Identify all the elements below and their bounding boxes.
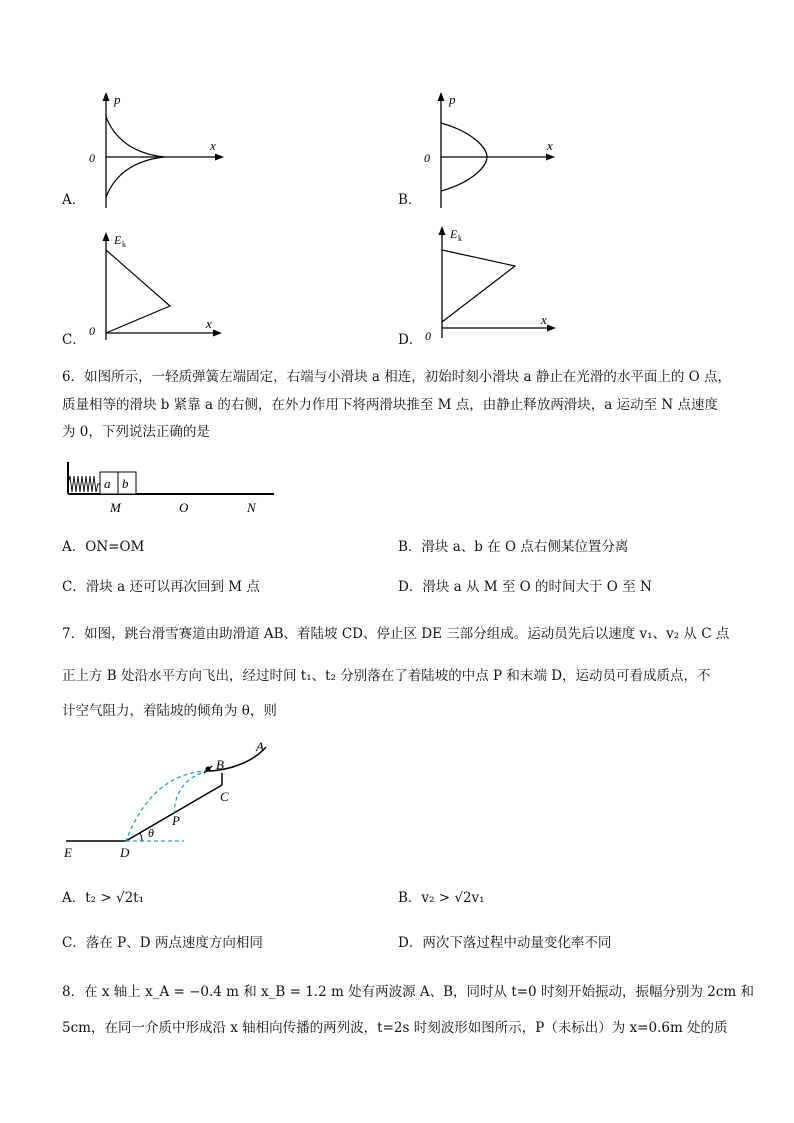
q7-option-b[interactable]: B．v₂ > √2v₁	[398, 890, 485, 906]
svg-text:0: 0	[424, 151, 430, 165]
label-theta: θ	[148, 826, 154, 840]
q6-option-b[interactable]: B．滑块 a、b 在 O 点右侧某位置分离	[398, 539, 629, 555]
q6-option-d[interactable]: D．滑块 a 从 M 至 O 的时间大于 O 至 N	[398, 579, 652, 595]
point-o: O	[179, 500, 189, 515]
option-a-label[interactable]: A．	[62, 192, 86, 208]
q7-option-a[interactable]: A．t₂ > √2t₁	[62, 890, 145, 906]
svg-text:k: k	[122, 240, 126, 249]
label-d: D	[120, 845, 130, 860]
label-c: C	[220, 789, 229, 804]
y-axis-label: p	[114, 92, 121, 107]
label-e: E	[64, 845, 72, 860]
x-axis-label: x	[210, 138, 216, 153]
label-b: B	[216, 757, 224, 772]
q7-option-d[interactable]: D．两次下落过程中动量变化率不同	[398, 935, 612, 951]
spring-block-figure	[62, 458, 282, 518]
option-d-label[interactable]: D．	[398, 332, 423, 348]
svg-text:x: x	[547, 138, 553, 153]
graph-d	[415, 222, 575, 340]
q6-option-c[interactable]: C．滑块 a 还可以再次回到 M 点	[62, 579, 260, 595]
svg-text:0: 0	[89, 324, 95, 338]
ek-line	[106, 250, 170, 333]
svg-text:x: x	[541, 312, 547, 327]
curve-upper	[106, 117, 164, 157]
point-m: M	[110, 500, 121, 515]
graph-c	[80, 228, 240, 343]
q7-stem-line-2: 正上方 B 处沿水平方向飞出，经过时间 t₁、t₂ 分别落在了着陆坡的中点 P 和末端 D，运动员可看成质点，不	[62, 668, 711, 684]
option-c-label[interactable]: C．	[62, 332, 86, 348]
angle-arc	[140, 833, 142, 841]
curve-lower	[106, 157, 164, 197]
graph-a	[80, 90, 240, 210]
point-n: N	[247, 500, 256, 515]
svg-text:E: E	[114, 233, 122, 247]
option-b-label[interactable]: B．	[398, 192, 422, 208]
q6-stem-line-3: 为 0，下列说法正确的是	[62, 424, 210, 440]
svg-text:b: b	[122, 476, 129, 491]
origin-label: 0	[89, 151, 95, 165]
svg-text:x: x	[206, 316, 212, 331]
svg-text:p: p	[449, 92, 456, 107]
svg-text:0: 0	[425, 329, 431, 340]
spring	[68, 476, 100, 492]
q7-stem-line-1: 7．如图，跳台滑雪赛道由助滑道 AB、着陆坡 CD、停止区 DE 三部分组成。运动员先后以速度 v₁、v₂ 从 C 点	[62, 626, 730, 642]
ski-jump-figure	[58, 735, 288, 865]
svg-text:a: a	[104, 476, 111, 491]
q8-stem-line-1: 8．在 x 轴上 x_A = −0.4 m 和 x_B = 1.2 m 处有两波源 A、B，同时从 t=0 时刻开始振动，振幅分别为 2cm 和	[62, 984, 754, 1000]
ek-line	[442, 250, 515, 322]
svg-text:E: E	[450, 227, 458, 241]
q7-stem-line-3: 计空气阻力，着陆坡的倾角为 θ，则	[62, 703, 277, 719]
graph-b	[415, 90, 575, 210]
q6-stem-line-2: 质量相等的滑块 b 紧靠 a 的右侧，在外力作用下将两滑块推至 M 点，由静止释放两滑块，a 运动至 N 点速度	[62, 397, 718, 413]
q7-option-c[interactable]: C．落在 P、D 两点速度方向相同	[62, 935, 263, 951]
q6-stem-line-1: 6．如图所示，一轻质弹簧左端固定，右端与小滑块 a 相连，初始时刻小滑块 a 静止在光滑的水平面上的 O 点，	[62, 369, 732, 385]
trajectory-to-d	[126, 771, 208, 841]
svg-text:k: k	[458, 234, 462, 243]
label-p: P	[172, 813, 180, 828]
q8-stem-line-2: 5cm，在同一介质中形成沿 x 轴相向传播的两列波，t=2s 时刻波形如图所示，P（未标出）为 x=0.6m 处的质	[62, 1020, 728, 1036]
q6-option-a[interactable]: A．ON=OM	[62, 539, 145, 555]
label-a: A	[256, 739, 264, 754]
